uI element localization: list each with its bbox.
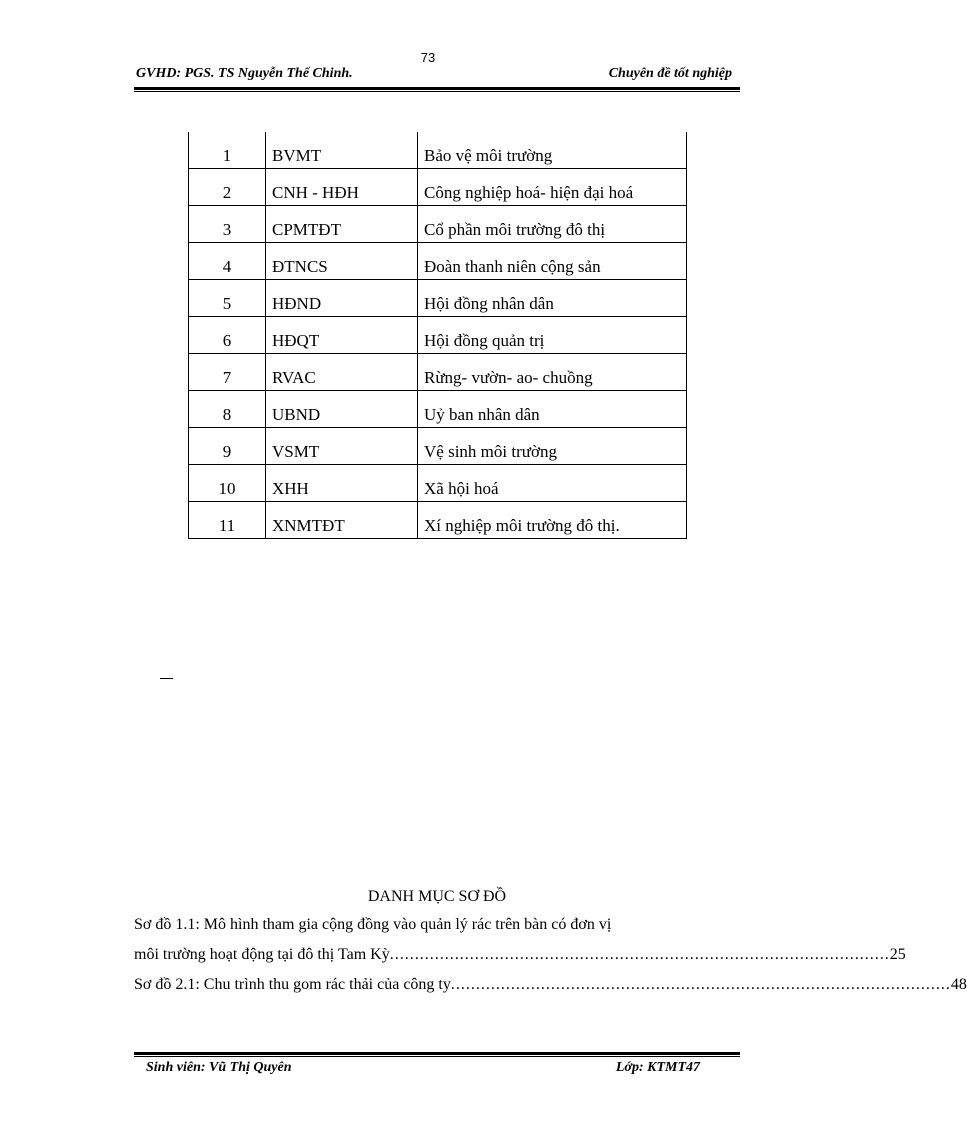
full-term-cell: Cổ phần môi trường đô thị [418, 206, 687, 243]
abbreviation-cell: UBND [266, 391, 418, 428]
row-number: 8 [189, 391, 266, 428]
diagram-list-title: DANH MỤC SƠ ĐỒ [367, 888, 507, 905]
table-row [189, 132, 687, 169]
diagram-entry-1-page: 25 [889, 946, 906, 963]
table-row [189, 243, 687, 280]
table-row [189, 169, 687, 206]
diagram-entry-1-text-a: Sơ đồ 1.1: Mô hình tham gia cộng đồng vào quản lý rác trên bàn có đơn vị [134, 916, 612, 933]
table-row [189, 280, 687, 317]
abbreviation-cell: CPMTĐT [266, 206, 418, 243]
table-row [189, 391, 687, 428]
full-term-cell: Xí nghiệp môi trường đô thị. [418, 502, 687, 539]
abbreviation-cell: XNMTĐT [266, 502, 418, 539]
full-term-cell: Hội đồng quản trị [418, 317, 687, 354]
leader-dots: .................................................................................................... [389, 946, 890, 963]
diagram-entry-2 [134, 970, 967, 1000]
page-number: 73 [420, 50, 436, 65]
diagram-entry-1-line-2 [134, 940, 906, 970]
full-term-cell: Công nghiệp hoá- hiện đại hoá [418, 169, 687, 206]
table-row [189, 206, 687, 243]
row-number: 10 [189, 465, 266, 502]
abbreviation-cell: RVAC [266, 354, 418, 391]
abbreviation-cell: XHH [266, 465, 418, 502]
full-term-cell: Đoàn thanh niên cộng sản [418, 243, 687, 280]
footer-class: Lớp: KTMT47 [615, 1060, 700, 1075]
abbreviation-cell: HĐND [266, 280, 418, 317]
row-number: 2 [189, 169, 266, 206]
abbreviation-cell: CNH - HĐH [266, 169, 418, 206]
table-row [189, 317, 687, 354]
full-term-cell: Xã hội hoá [418, 465, 687, 502]
abbreviation-cell: ĐTNCS [266, 243, 418, 280]
header-doc-type: Chuyên đề tốt nghiệp [608, 66, 732, 81]
row-number: 3 [189, 206, 266, 243]
row-number: 5 [189, 280, 266, 317]
diagram-entry-2-text: Sơ đồ 2.1: Chu trình thu gom rác thải của công ty [134, 976, 451, 993]
diagram-list [134, 884, 967, 1000]
abbreviation-cell: BVMT [266, 132, 418, 169]
full-term-cell: Uỷ ban nhân dân [418, 391, 687, 428]
footer-rule-thin [134, 1056, 740, 1057]
row-number: 9 [189, 428, 266, 465]
table-row [189, 502, 687, 539]
abbreviation-cell: HĐQT [266, 317, 418, 354]
row-number: 6 [189, 317, 266, 354]
full-term-cell: Rừng- vườn- ao- chuồng [418, 354, 687, 391]
footer-student: Sinh viên: Vũ Thị Quyên [146, 1060, 292, 1075]
abbreviation-cell: VSMT [266, 428, 418, 465]
table-row [189, 428, 687, 465]
row-number: 4 [189, 243, 266, 280]
diagram-entry-1-line-1 [134, 910, 740, 940]
header-rule-thick [134, 87, 740, 90]
row-number: 11 [189, 502, 266, 539]
full-term-cell: Hội đồng nhân dân [418, 280, 687, 317]
table-row [189, 465, 687, 502]
abbreviation-table [188, 132, 687, 539]
full-term-cell: Vệ sinh môi trường [418, 428, 687, 465]
diagram-entry-1-text-b: môi trường hoạt động tại đô thị Tam Kỳ [134, 946, 390, 963]
header-rule-thin [134, 91, 740, 92]
stray-dash [160, 678, 173, 679]
footer-rule-thick [134, 1052, 740, 1055]
leader-dots: .................................................................................................... [450, 976, 951, 993]
row-number: 1 [189, 132, 266, 169]
row-number: 7 [189, 354, 266, 391]
page-footer [134, 1060, 740, 1080]
full-term-cell: Bảo vệ môi trường [418, 132, 687, 169]
page-header [134, 66, 740, 86]
table-row [189, 354, 687, 391]
header-advisor: GVHD: PGS. TS Nguyễn Thế Chinh. [136, 66, 353, 81]
diagram-entry-2-page: 48 [950, 976, 967, 993]
